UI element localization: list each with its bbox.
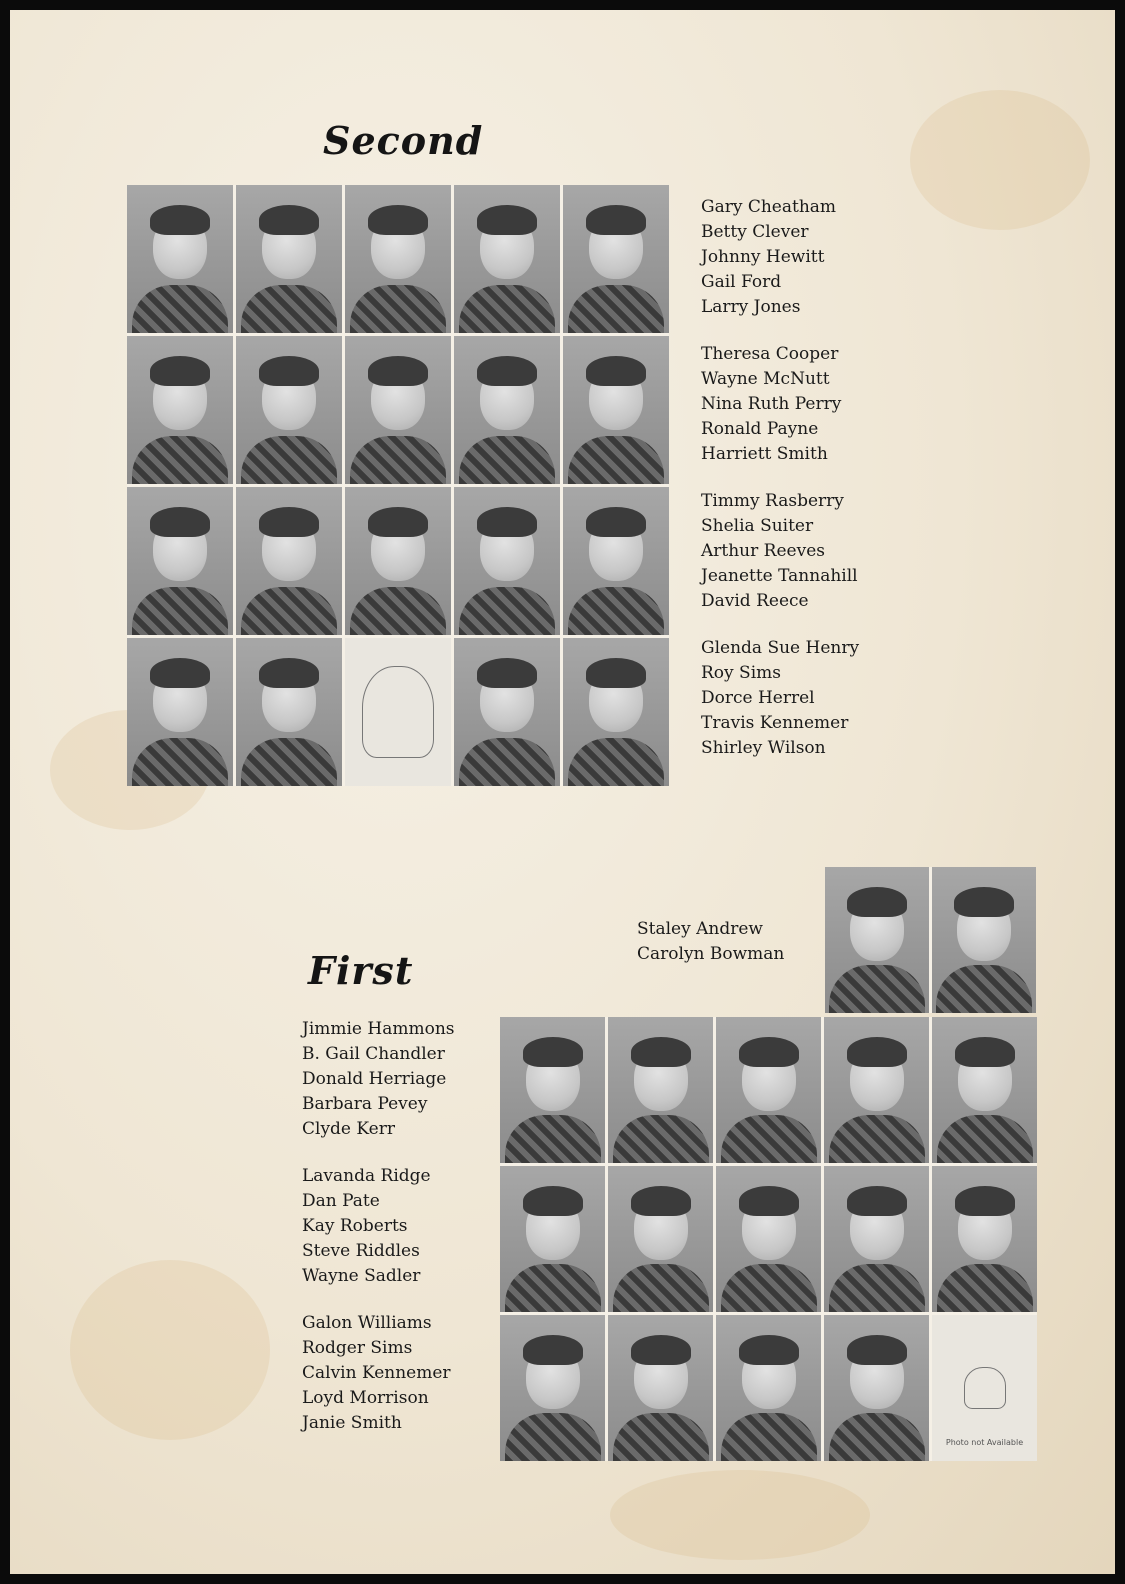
student-name: Theresa Cooper	[701, 344, 839, 364]
student-photo	[500, 1017, 605, 1163]
first-grade-top-photo-grid	[825, 867, 1036, 1013]
student-name: Gary Cheatham	[701, 197, 837, 217]
name-group	[302, 1164, 455, 1289]
student-photo	[345, 487, 451, 635]
student-name: Jeanette Tannahill	[701, 566, 858, 586]
student-name: Arthur Reeves	[701, 541, 825, 561]
student-name: Wayne McNutt	[701, 369, 830, 389]
student-name: Shirley Wilson	[701, 738, 826, 758]
student-photo	[345, 336, 451, 484]
student-name: Timmy Rasberry	[701, 491, 844, 511]
student-name: Nina Ruth Perry	[701, 394, 842, 414]
student-photo	[932, 1017, 1037, 1163]
student-photo	[236, 638, 342, 786]
student-name: Glenda Sue Henry	[701, 638, 860, 658]
student-photo	[454, 638, 560, 786]
second-grade-photo-grid	[127, 185, 669, 786]
student-name: Carolyn Bowman	[637, 944, 785, 964]
student-name: Calvin Kennemer	[302, 1363, 451, 1383]
student-photo	[563, 487, 669, 635]
student-photo	[127, 336, 233, 484]
second-grade-heading: Second	[323, 118, 484, 163]
student-name: Barbara Pevey	[302, 1094, 428, 1114]
student-name: Steve Riddles	[302, 1241, 420, 1261]
first-grade-heading: First	[308, 948, 414, 993]
student-photo	[716, 1315, 821, 1461]
student-photo	[608, 1315, 713, 1461]
name-group	[701, 636, 859, 761]
second-grade-names	[701, 195, 859, 783]
student-name: Ronald Payne	[701, 419, 819, 439]
name-group	[701, 489, 859, 614]
student-name: B. Gail Chandler	[302, 1044, 445, 1064]
student-photo	[127, 487, 233, 635]
student-photo	[454, 336, 560, 484]
student-name: Larry Jones	[701, 297, 801, 317]
student-photo	[608, 1017, 713, 1163]
student-photo	[824, 1166, 929, 1312]
student-name: Rodger Sims	[302, 1338, 413, 1358]
student-photo	[454, 487, 560, 635]
name-group	[701, 195, 859, 320]
yearbook-page	[10, 10, 1115, 1574]
student-name: Galon Williams	[302, 1313, 432, 1333]
student-photo	[236, 336, 342, 484]
first-grade-photo-grid	[500, 1017, 1037, 1461]
name-group	[302, 1017, 455, 1142]
photo-not-available-label: Photo not Available	[945, 1438, 1024, 1447]
student-photo	[563, 185, 669, 333]
student-name: Dan Pate	[302, 1191, 380, 1211]
student-name: Loyd Morrison	[302, 1388, 429, 1408]
sketch-placeholder-photo	[345, 638, 451, 786]
student-name: Jimmie Hammons	[302, 1019, 455, 1039]
student-name: David Reece	[701, 591, 809, 611]
name-group	[302, 1311, 455, 1436]
student-photo	[824, 1315, 929, 1461]
student-photo	[500, 1166, 605, 1312]
student-photo	[563, 638, 669, 786]
first-grade-top-names	[637, 917, 784, 967]
student-name: Dorce Herrel	[701, 688, 815, 708]
student-name: Travis Kennemer	[701, 713, 849, 733]
student-photo	[236, 487, 342, 635]
student-photo	[608, 1166, 713, 1312]
student-photo	[345, 185, 451, 333]
student-name: Harriett Smith	[701, 444, 828, 464]
student-photo	[932, 867, 1036, 1013]
student-name: Wayne Sadler	[302, 1266, 421, 1286]
student-photo	[500, 1315, 605, 1461]
name-group	[701, 342, 859, 467]
photo-not-available-placeholder	[932, 1315, 1037, 1461]
student-name: Janie Smith	[302, 1413, 402, 1433]
student-photo	[825, 867, 929, 1013]
student-name: Kay Roberts	[302, 1216, 408, 1236]
student-name: Johnny Hewitt	[701, 247, 825, 267]
student-name: Lavanda Ridge	[302, 1166, 431, 1186]
student-photo	[932, 1166, 1037, 1312]
student-photo	[236, 185, 342, 333]
student-photo	[716, 1166, 821, 1312]
student-name: Donald Herriage	[302, 1069, 447, 1089]
student-name: Shelia Suiter	[701, 516, 814, 536]
student-photo	[127, 185, 233, 333]
student-photo	[454, 185, 560, 333]
student-photo	[563, 336, 669, 484]
student-name: Clyde Kerr	[302, 1119, 395, 1139]
student-name: Roy Sims	[701, 663, 781, 683]
student-name: Betty Clever	[701, 222, 809, 242]
student-photo	[716, 1017, 821, 1163]
student-photo	[824, 1017, 929, 1163]
first-grade-names	[302, 1017, 455, 1458]
student-photo	[127, 638, 233, 786]
student-name: Gail Ford	[701, 272, 782, 292]
student-name: Staley Andrew	[637, 919, 763, 939]
